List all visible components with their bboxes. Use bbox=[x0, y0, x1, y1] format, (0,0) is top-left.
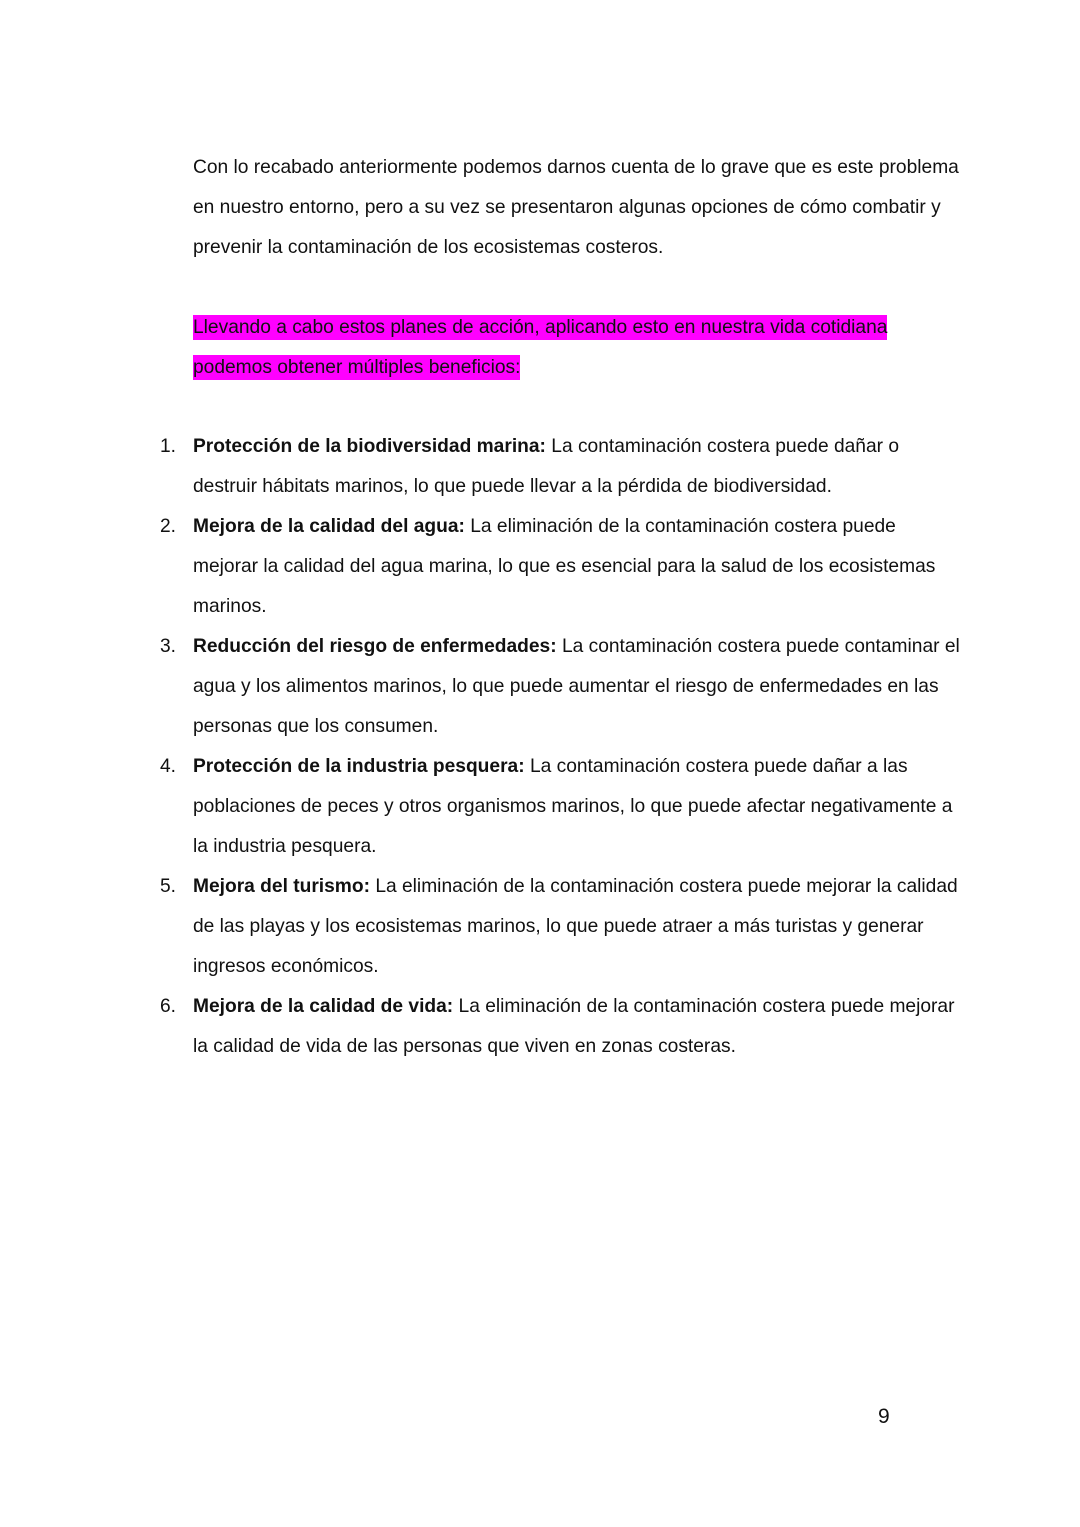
list-item-description: La eliminación de la contaminación costera puede mejorar la calidad de las playas y los ecosistemas marinos, lo que puede atraer a más turistas y generar ingresos económicos. bbox=[193, 876, 958, 977]
list-item-number: 2. bbox=[160, 516, 177, 537]
list-item-number: 4. bbox=[160, 756, 177, 777]
list-item-number: 1. bbox=[160, 436, 177, 457]
list-item-description: La contaminación costera puede dañar o destruir hábitats marinos, lo que puede llevar a la pérdida de biodiversidad. bbox=[193, 436, 900, 497]
list-item-description: La contaminación costera puede contaminar el agua y los alimentos marinos, lo que puede aumentar el riesgo de enfermedades en las personas que los consumen. bbox=[193, 636, 960, 737]
list-item-term: Protección de la biodiversidad marina: bbox=[193, 436, 546, 457]
page-number: 9 bbox=[878, 1405, 890, 1428]
list-item bbox=[0, 867, 963, 987]
list-item bbox=[0, 427, 963, 507]
list-item-term: Reducción del riesgo de enfermedades: bbox=[193, 636, 557, 657]
list-item-number: 6. bbox=[160, 996, 177, 1017]
list-item-term: Mejora de la calidad del agua: bbox=[193, 516, 465, 537]
list-item-term: Mejora de la calidad de vida: bbox=[193, 996, 454, 1017]
list-item-number: 3. bbox=[160, 636, 177, 657]
list-item-term: Protección de la industria pesquera: bbox=[193, 756, 525, 777]
highlighted-paragraph: Llevando a cabo estos planes de acción, aplicando esto en nuestra vida cotidiana podemos obtener múltiples beneficios: bbox=[193, 317, 888, 378]
list-item-term: Mejora del turismo: bbox=[193, 876, 370, 897]
list-item bbox=[0, 987, 963, 1067]
list-item bbox=[0, 747, 963, 867]
list-item-description: La contaminación costera puede dañar a las poblaciones de peces y otros organismos marinos, lo que puede afectar negativamente a la industria pesquera. bbox=[193, 756, 953, 857]
list-item-description: La eliminación de la contaminación costera puede mejorar la calidad del agua marina, lo que es esencial para la salud de los ecosistemas marinos. bbox=[193, 516, 936, 617]
list-item-description: La eliminación de la contaminación costera puede mejorar la calidad de vida de las personas que viven en zonas costeras. bbox=[193, 996, 955, 1057]
benefits-list bbox=[0, 427, 1080, 1067]
list-item bbox=[0, 507, 963, 627]
list-item-number: 5. bbox=[160, 876, 177, 897]
list-item bbox=[0, 627, 963, 747]
intro-paragraph: Con lo recabado anteriormente podemos darnos cuenta de lo grave que es este problema en nuestro entorno, pero a su vez se presentaron algunas opciones de cómo combatir y prevenir la contaminación de los ecosistemas costeros. bbox=[193, 157, 959, 258]
highlighted-paragraph-block bbox=[193, 308, 963, 388]
